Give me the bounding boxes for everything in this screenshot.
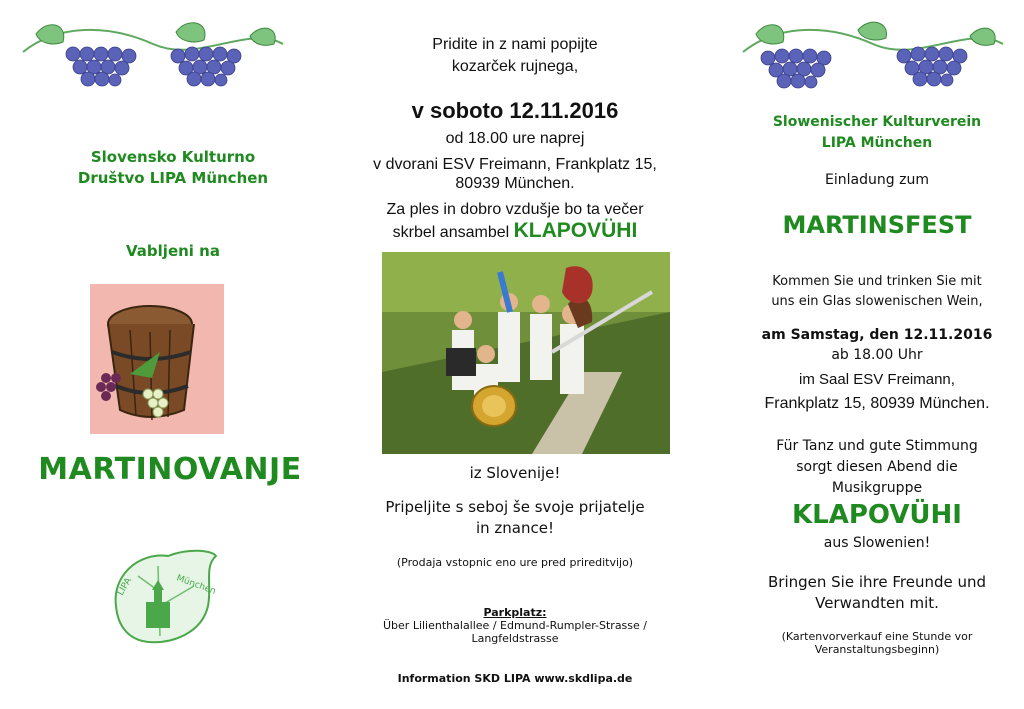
middle-parking-line1: Über Lilienthalallee / Edmund-Rumpler-Strasse / [383, 619, 647, 632]
middle-info-footer: Information SKD LIPA www.skdlipa.de [397, 672, 633, 685]
middle-venue-line2: 80939 München. [455, 175, 575, 192]
right-org-line2: LIPA München [821, 135, 933, 151]
middle-intro-line2: kozarček rujnega, [451, 58, 579, 75]
left-org-line2: Društvo LIPA München [77, 169, 269, 187]
right-from-slovenia: aus Slowenien! [823, 535, 931, 551]
left-organization-name [30, 147, 316, 189]
middle-dance-line1: Za ples in dobro vzdušje bo ta večer [386, 201, 644, 218]
right-org-line1: Slowenischer Kulturverein [772, 114, 982, 130]
middle-event-date: v soboto 12.11.2016 [411, 98, 619, 123]
left-org-line1: Slovensko Kulturno [90, 148, 256, 166]
right-dance-line3: Musikgruppe [831, 480, 923, 496]
left-event-title: MARTINOVANJE [38, 452, 302, 487]
right-dance-line1: Für Tanz und gute Stimmung [776, 438, 978, 454]
right-dance-text [730, 436, 1024, 499]
right-venue-line1: im Saal ESV Freimann, [799, 371, 955, 388]
middle-parking-line2: Langfeldstrasse [471, 632, 559, 645]
right-event-time: ab 18.00 Uhr [831, 347, 923, 363]
right-ticket-note [730, 630, 1024, 656]
left-panel [0, 0, 340, 709]
svg-text:LIPA: LIPA [115, 576, 134, 598]
right-come-line1: Kommen Sie und trinken Sie mit [772, 274, 982, 289]
svg-text:München: München [174, 573, 217, 597]
right-dance-line2: sorgt diesen Abend die [796, 459, 958, 475]
wine-barrel-illustration [90, 282, 230, 442]
middle-bring-line2: in znance! [475, 519, 554, 537]
middle-parking-text [340, 619, 690, 645]
grape-vine-decoration-right [738, 14, 1008, 92]
middle-from-slovenia: iz Slovenije! [469, 464, 561, 482]
grape-vine-decoration-left [18, 14, 288, 92]
right-bring-line2: Verwandten mit. [815, 594, 939, 612]
right-tickets-line1: (Kartenvorverkauf eine Stunde vor [781, 630, 973, 643]
band-photo [382, 252, 670, 454]
right-bring-friends [730, 572, 1024, 614]
right-invite-text: Einladung zum [825, 172, 929, 188]
right-bring-line1: Bringen Sie ihre Freunde und [767, 573, 987, 591]
right-event-date: am Samstag, den 12.11.2016 [761, 327, 993, 343]
middle-bring-friends [340, 497, 690, 539]
left-invite-text: Vabljeni na [126, 242, 220, 260]
right-organization-name [730, 112, 1024, 154]
right-come-text [730, 272, 1024, 312]
middle-ticket-note: (Prodaja vstopnic eno ure pred prireditvijo) [396, 556, 634, 569]
right-event-title: MARTINSFEST [782, 211, 972, 239]
middle-dance-line2-wrap [340, 220, 690, 243]
right-come-line2: uns ein Glas slowenischen Wein, [771, 294, 983, 309]
middle-event-time: od 18.00 ure naprej [445, 130, 585, 147]
middle-venue-line1: v dvorani ESV Freimann, Frankplatz 15, [373, 156, 657, 173]
middle-dance-text [340, 199, 690, 243]
right-venue-line2: Frankplatz 15, 80939 München. [764, 395, 990, 412]
middle-intro-line1: Pridite in z nami popijte [432, 36, 598, 53]
middle-bring-line1: Pripeljite s seboj še svoje prijatelje [385, 498, 645, 516]
middle-panel [340, 0, 690, 709]
lipa-leaf-logo [108, 546, 220, 646]
middle-parking-title: Parkplatz: [483, 606, 547, 619]
middle-intro [340, 34, 690, 78]
middle-dance-line2: skrbel ansambel [392, 224, 510, 241]
right-panel [730, 0, 1024, 709]
right-tickets-line2: Veranstaltungsbeginn) [814, 643, 940, 656]
middle-venue [340, 155, 690, 193]
right-band-name: KLAPOVÜHI [792, 500, 962, 530]
middle-band-name: KLAPOVÜHI [513, 219, 638, 242]
